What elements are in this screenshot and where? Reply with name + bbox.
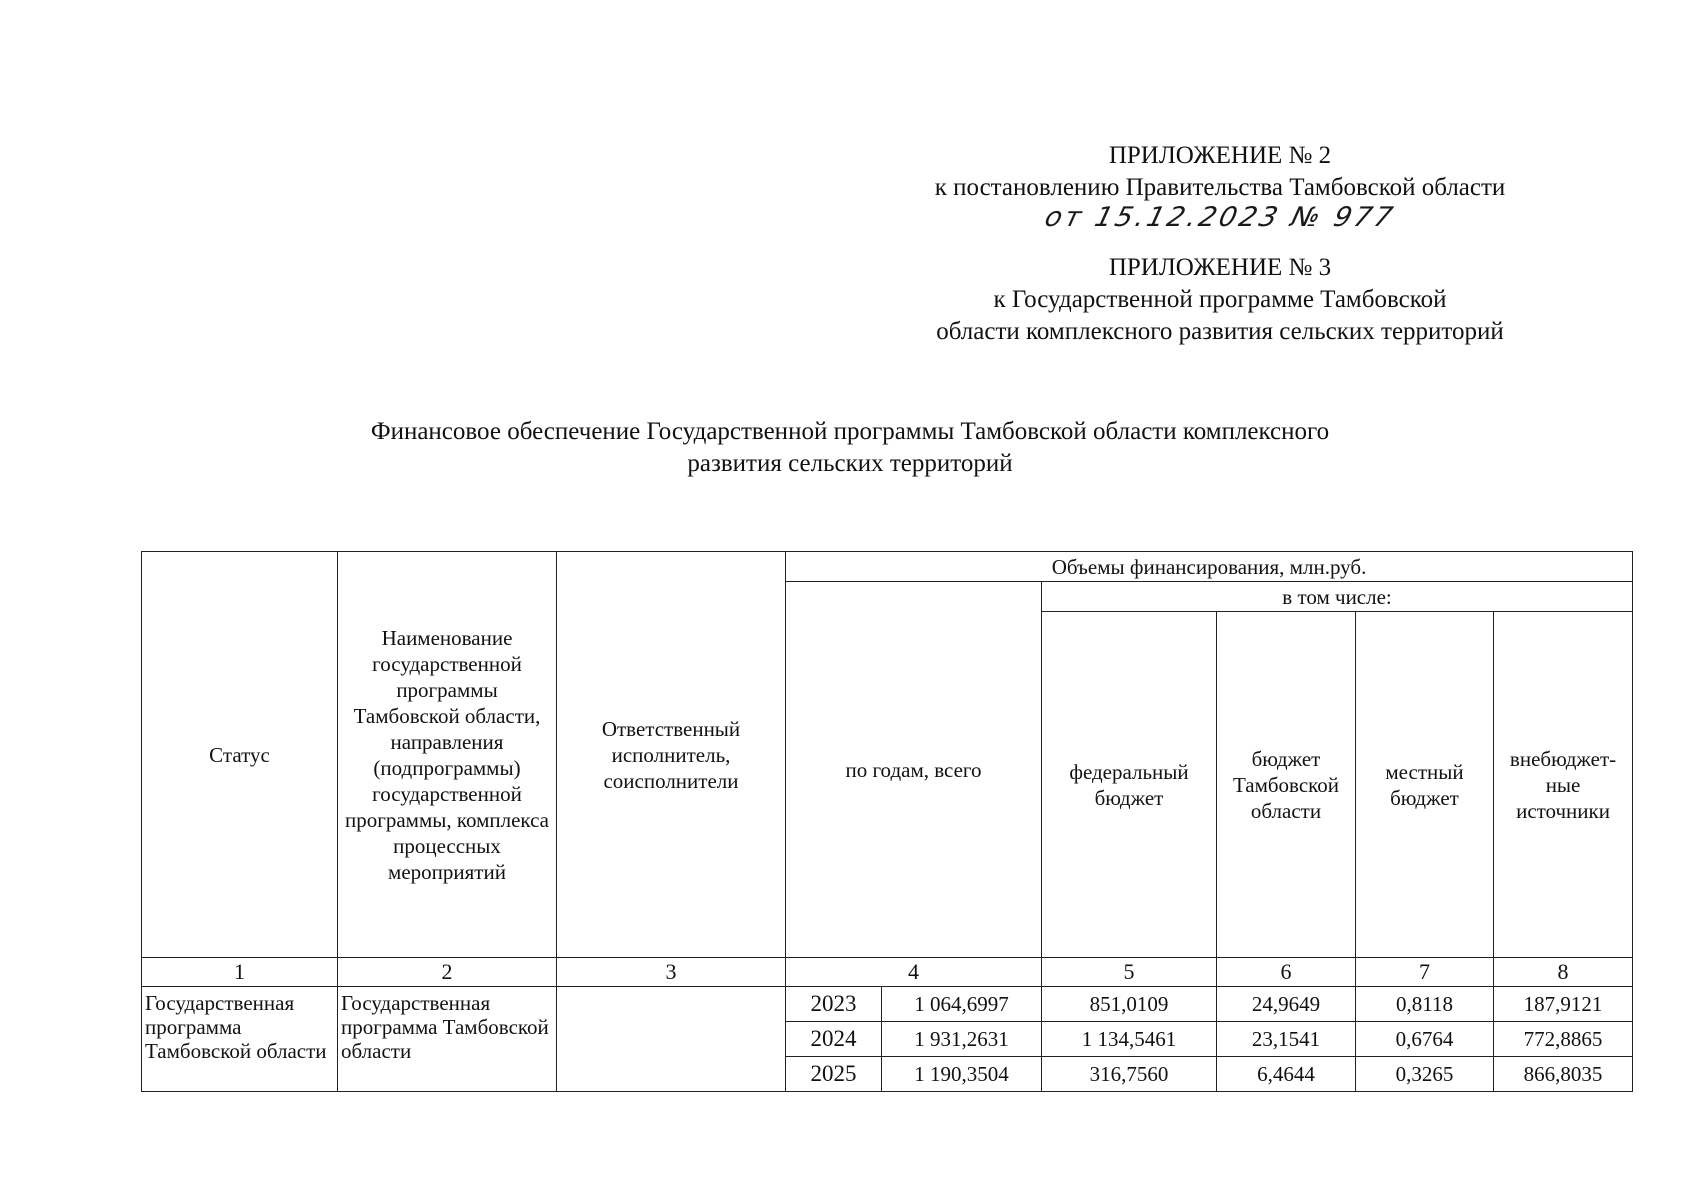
federal-cell: 851,0109 xyxy=(1042,987,1217,1022)
document-title-line-1: Финансовое обеспечение Государственной программы Тамбовской области комплексного xyxy=(370,418,1330,445)
appendix-2-header xyxy=(860,140,1580,234)
program-responsible-cell xyxy=(557,987,786,1092)
header-regional-budget: бюджет Тамбовской области xyxy=(1217,612,1356,958)
offbudget-cell: 772,8865 xyxy=(1494,1022,1633,1057)
offbudget-cell: 866,8035 xyxy=(1494,1057,1633,1092)
regional-cell: 6,4644 xyxy=(1217,1057,1356,1092)
total-cell: 1 931,2631 xyxy=(882,1022,1042,1057)
appendix-3-subtitle-line-1: к Государственной программе Тамбовской xyxy=(993,286,1447,313)
year-cell: 2023 xyxy=(786,987,882,1022)
appendix-3-title: ПРИЛОЖЕНИЕ № 3 xyxy=(1108,254,1332,281)
column-number: 7 xyxy=(1356,958,1494,987)
header-program-name: Наименование государственной программы Тамбовской области, направления (подпрограммы) государственной программы, комплекса процессных мероприятий xyxy=(338,552,557,958)
header-local-budget: местный бюджет xyxy=(1356,612,1494,958)
total-cell: 1 064,6997 xyxy=(882,987,1042,1022)
local-cell: 0,6764 xyxy=(1356,1022,1494,1057)
regional-cell: 23,1541 xyxy=(1217,1022,1356,1057)
document-title-line-2: развития сельских территорий xyxy=(687,450,1013,477)
year-cell: 2024 xyxy=(786,1022,882,1057)
local-cell: 0,8118 xyxy=(1356,987,1494,1022)
header-off-budget-sources: внебюджет-ные источники xyxy=(1494,612,1633,958)
column-number: 2 xyxy=(338,958,557,987)
appendix-3-header xyxy=(860,252,1580,348)
financing-table xyxy=(141,551,1633,1092)
column-number: 8 xyxy=(1494,958,1633,987)
column-number: 3 xyxy=(557,958,786,987)
local-cell: 0,3265 xyxy=(1356,1057,1494,1092)
table-row xyxy=(142,987,1633,1022)
total-cell: 1 190,3504 xyxy=(882,1057,1042,1092)
handwritten-date-number: от 15.12.2023 № 977 xyxy=(1041,202,1399,233)
header-status: Статус xyxy=(142,552,338,958)
column-number: 6 xyxy=(1217,958,1356,987)
program-status-cell: Государственная программа Тамбовской области xyxy=(142,987,338,1092)
program-name-cell: Государственная программа Тамбовской области xyxy=(338,987,557,1092)
header-federal-budget: федеральный бюджет xyxy=(1042,612,1217,958)
offbudget-cell: 187,9121 xyxy=(1494,987,1633,1022)
appendix-3-subtitle-line-2: области комплексного развития сельских территорий xyxy=(936,318,1504,345)
header-responsible: Ответственный исполнитель, соисполнители xyxy=(557,552,786,958)
header-by-years-total: по годам, всего xyxy=(786,582,1042,958)
column-number: 1 xyxy=(142,958,338,987)
federal-cell: 316,7560 xyxy=(1042,1057,1217,1092)
appendix-2-subtitle: к постановлению Правительства Тамбовской области xyxy=(934,174,1506,201)
document-title xyxy=(300,416,1400,480)
column-number: 4 xyxy=(786,958,1042,987)
federal-cell: 1 134,5461 xyxy=(1042,1022,1217,1057)
year-cell: 2025 xyxy=(786,1057,882,1092)
appendix-2-title: ПРИЛОЖЕНИЕ № 2 xyxy=(1108,142,1332,169)
header-financing-volumes: Объемы финансирования, млн.руб. xyxy=(786,552,1633,582)
column-number: 5 xyxy=(1042,958,1217,987)
regional-cell: 24,9649 xyxy=(1217,987,1356,1022)
header-including: в том числе: xyxy=(1042,582,1633,612)
column-number-row xyxy=(142,958,1633,987)
